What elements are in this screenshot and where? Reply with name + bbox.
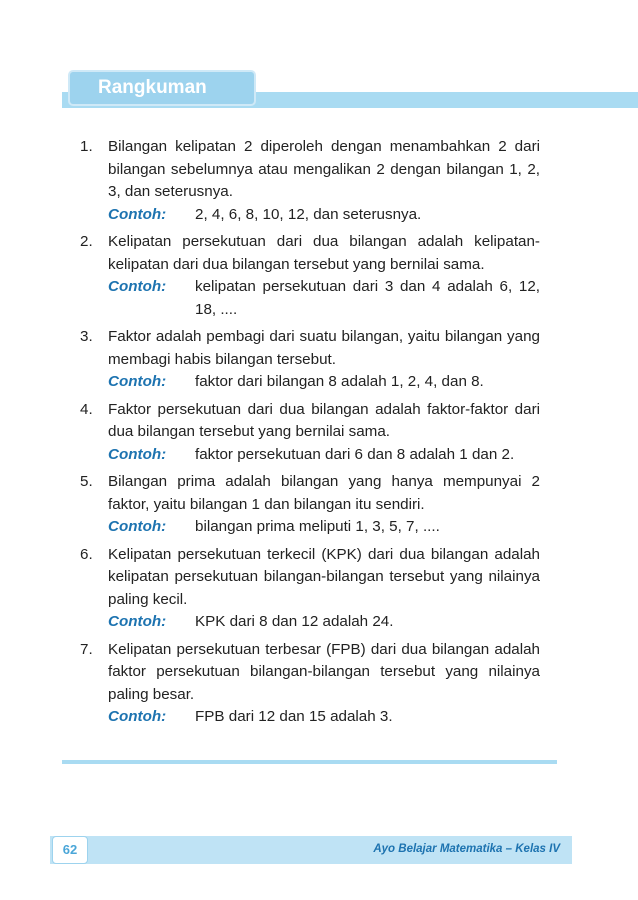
item-text: Faktor persekutuan dari dua bilangan adalah faktor-faktor dari dua bilangan tersebut yang bernilai sama. [108, 400, 540, 440]
item-example [108, 706, 540, 729]
section-title-box [70, 72, 254, 104]
item-number: 5. [80, 473, 93, 490]
page-number: 62 [52, 836, 88, 864]
summary-item [80, 639, 540, 729]
summary-item [80, 326, 540, 394]
example-text: kelipatan persekutuan dari 3 dan 4 adalah 6, 12, 18, .... [195, 278, 540, 318]
example-text: 2, 4, 6, 8, 10, 12, dan seterusnya. [195, 205, 422, 223]
item-text: Kelipatan persekutuan terkecil (KPK) dari dua bilangan adalah kelipatan persekutuan bilangan-bilangan tersebut yang nilainya paling kecil. [108, 545, 540, 608]
example-text: FPB dari 12 dan 15 adalah 3. [195, 708, 393, 725]
item-number: 7. [80, 640, 93, 658]
item-example [108, 276, 540, 321]
item-number: 1. [80, 138, 93, 155]
section-title: Rangkuman [98, 77, 207, 98]
item-text: Kelipatan persekutuan terbesar (FPB) dari dua bilangan adalah faktor persekutuan bilangan-bilangan tersebut yang nilainya paling besar. [108, 640, 540, 703]
item-example [108, 516, 540, 539]
item-number: 3. [80, 328, 93, 345]
example-label: Contoh: [108, 373, 167, 390]
example-text: bilangan prima meliputi 1, 3, 5, 7, .... [195, 518, 440, 535]
example-label: Contoh: [108, 708, 167, 725]
item-text: Faktor adalah pembagi dari suatu bilangan, yaitu bilangan yang membagi habis bilangan tersebut. [108, 328, 540, 368]
item-example [108, 444, 540, 467]
summary-item [80, 471, 540, 539]
item-example [108, 611, 540, 634]
summary-item [80, 399, 540, 467]
summary-list [80, 136, 540, 734]
example-label: Contoh: [108, 445, 167, 463]
example-text: faktor dari bilangan 8 adalah 1, 2, 4, dan 8. [195, 373, 484, 390]
item-text: Kelipatan persekutuan dari dua bilangan adalah kelipatan-kelipatan dari dua bilangan tersebut yang bernilai sama. [108, 233, 540, 273]
item-number: 6. [80, 545, 93, 563]
item-example [108, 371, 540, 394]
example-text: faktor persekutuan dari 6 dan 8 adalah 1 dan 2. [195, 445, 515, 463]
item-number: 4. [80, 400, 93, 418]
example-label: Contoh: [108, 613, 167, 630]
example-label: Contoh: [108, 278, 167, 295]
book-title: Ayo Belajar Matematika – Kelas IV [373, 843, 560, 855]
item-text: Bilangan prima adalah bilangan yang hanya mempunyai 2 faktor, yaitu bilangan 1 dan bilangan itu sendiri. [108, 473, 540, 513]
example-text: KPK dari 8 dan 12 adalah 24. [195, 613, 394, 630]
example-label: Contoh: [108, 205, 167, 223]
summary-item [80, 136, 540, 226]
item-number: 2. [80, 233, 93, 250]
summary-item [80, 231, 540, 321]
summary-item [80, 544, 540, 634]
example-label: Contoh: [108, 518, 167, 535]
item-text: Bilangan kelipatan 2 diperoleh dengan menambahkan 2 dari bilangan sebelumnya atau mengalikan 2 dengan bilangan 1, 2, 3, dan seterusnya. [108, 138, 540, 200]
item-example [108, 204, 540, 227]
section-divider [62, 760, 557, 764]
